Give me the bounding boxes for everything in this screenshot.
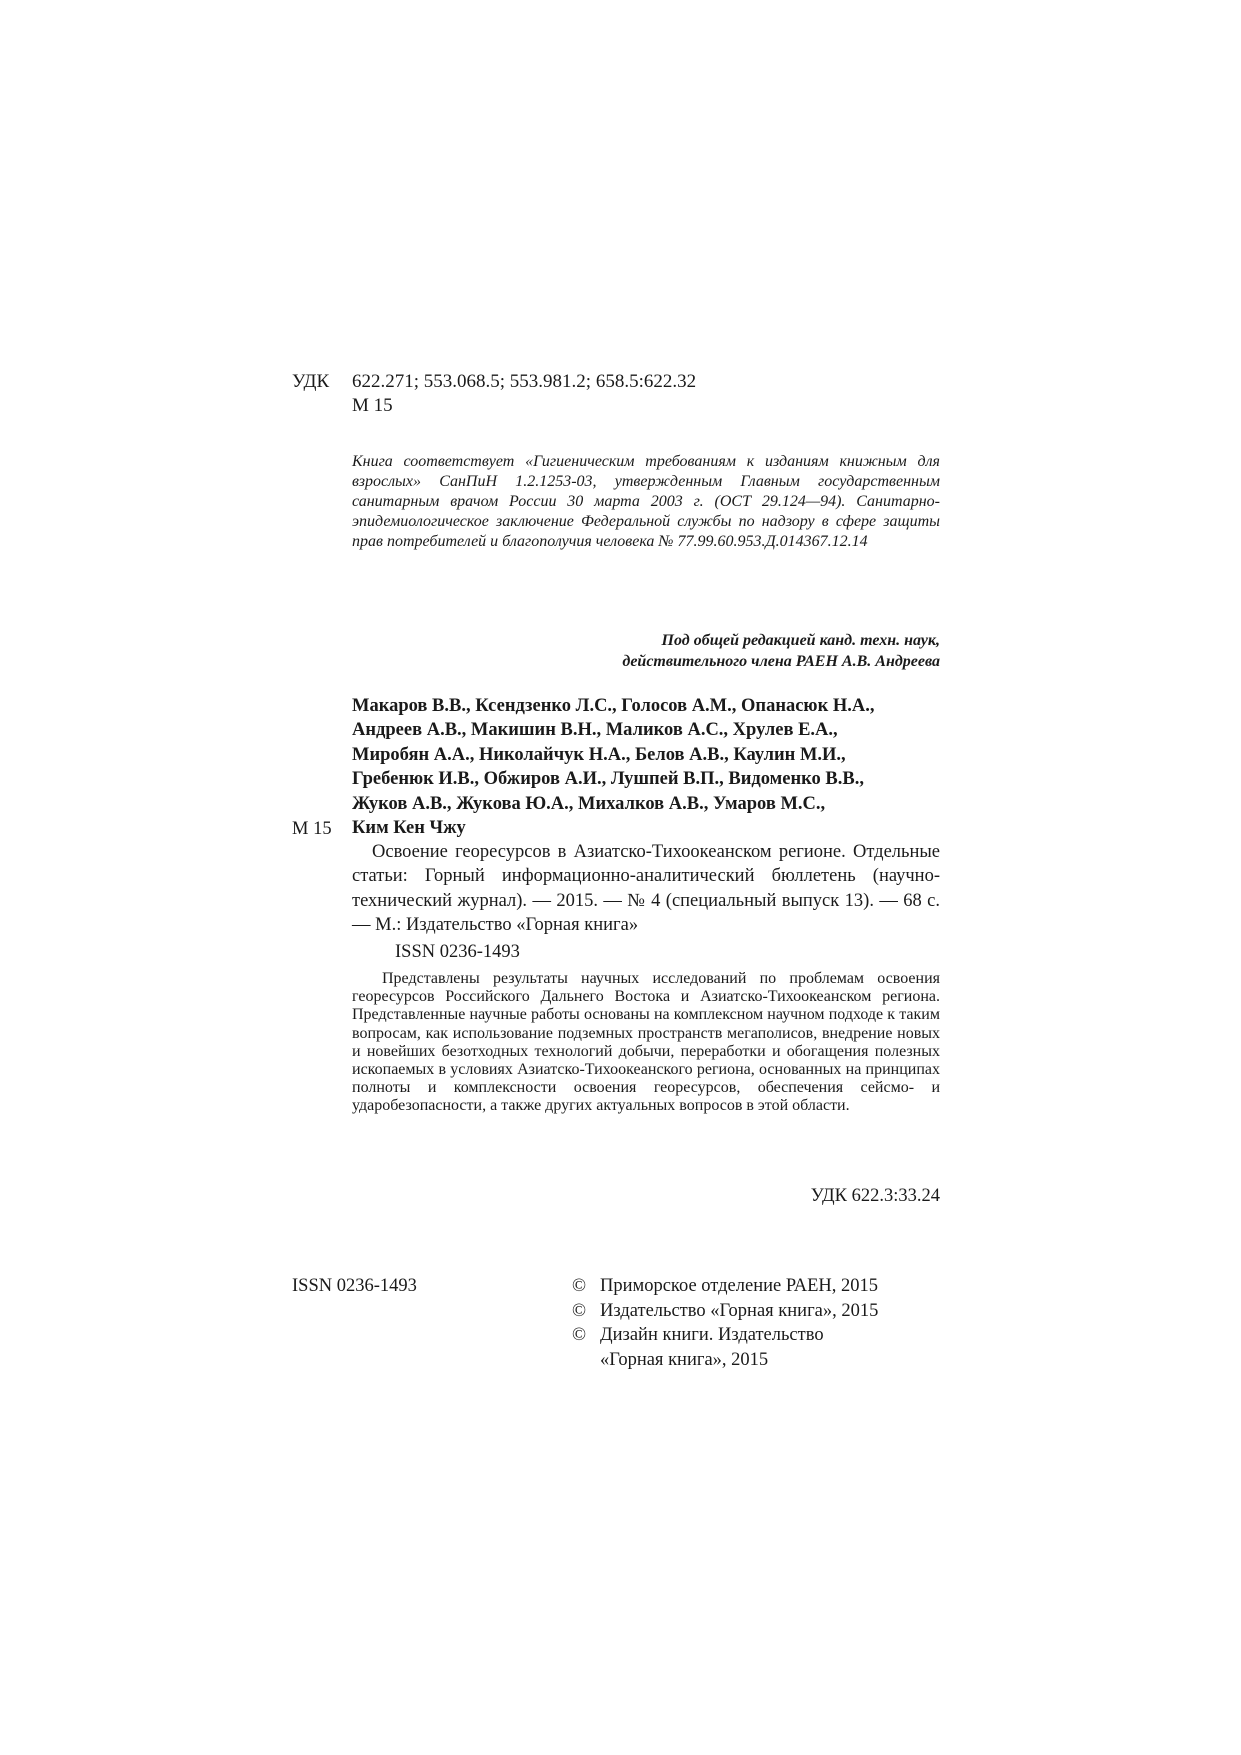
- copyright-symbol: ©: [572, 1300, 587, 1321]
- copyright-text: Приморское отделение РАЕН, 2015: [600, 1276, 879, 1296]
- authors-line: Андреев А.В., Макишин В.Н., Маликов А.С., Хрулев Е.А.,: [352, 720, 838, 741]
- editor-line-1: Под общей редакцией канд. техн. наук,: [661, 632, 940, 649]
- authors-line: Жуков А.В., Жукова Ю.А., Михалков А.В., Умаров М.С.,: [352, 793, 826, 814]
- authors-line: Ким Кен Чжу: [352, 818, 466, 839]
- copyright-text: Издательство «Горная книга», 2015: [600, 1300, 879, 1321]
- bibliographic-description: Освоение георесурсов в Азиатско-Тихоокеанском регионе. Отдельные статьи: Горный информационно-аналитический бюллетень (научно-технический журнал). — 2015. — № 4 (специальный выпуск 13). — 68 с. — М.: Издательство «Горная книга»: [352, 842, 940, 936]
- editor-credit: [460, 630, 940, 672]
- udk-codes: 622.271; 553.068.5; 553.981.2; 658.5:622.32: [352, 371, 697, 392]
- copyright-text: Дизайн книги. Издательство: [600, 1325, 824, 1345]
- copyright-line: [572, 1274, 878, 1299]
- issn-bottom: ISSN 0236-1493: [292, 1276, 417, 1296]
- margin-author-mark: М 15: [292, 819, 332, 839]
- udk-bottom: УДК 622.3:33.24: [810, 1186, 940, 1206]
- authors-list: [352, 694, 952, 840]
- author-mark: М 15: [352, 395, 393, 416]
- editor-line-2: действительного члена РАЕН А.В. Андреева: [622, 653, 940, 670]
- abstract-text: Представлены результаты научных исследований по проблемам освоения георесурсов Российского Дальнего Востока и Азиатско-Тихоокеанском региона. Представленные научные работы основаны на комплексном научном подходе к таким вопросам, как использование подземных пространств мегаполисов, внедрение новых и новейших безотходных технологий добычи, переработки и обогащения полезных ископаемых в условиях Азиатско-Тихоокеанского региона, основанных на принципах полноты и комплексности освоения георесурсов, обеспечения сейсмо- и ударобезопасности, а также других актуальных вопросов в этой области.: [352, 970, 940, 1115]
- copyright-block: [572, 1274, 878, 1372]
- copyright-symbol: ©: [572, 1276, 587, 1296]
- authors-line: Гребенюк И.В., Обжиров А.И., Лушпей В.П., Видоменко В.В.,: [352, 769, 864, 790]
- copyright-line: [572, 1323, 878, 1348]
- authors-line: Макаров В.В., Ксендзенко Л.С., Голосов А.М., Опанасюк Н.А.,: [352, 696, 875, 716]
- copyright-symbol: ©: [572, 1325, 587, 1345]
- udk-label: УДК: [292, 371, 330, 392]
- issn-inner: ISSN 0236-1493: [395, 942, 520, 962]
- copyright-line: [572, 1299, 878, 1324]
- sanpin-note: Книга соответствует «Гигиеническим требованиям к изданиям книжным для взрослых» СанПиН 1.2.1253-03, утвержденным Главным государственным санитарным врачом России 30 марта 2003 г. (ОСТ 29.124—94). Санитарно-эпидемиологическое заключение Федеральной службы по надзору в сфере защиты прав потребителей и благополучия человека № 77.99.60.953.Д.014367.12.14: [352, 453, 940, 550]
- copyright-continuation: «Горная книга», 2015: [600, 1349, 769, 1370]
- authors-line: Миробян А.А., Николайчук Н.А., Белов А.В., Каулин М.И.,: [352, 744, 846, 765]
